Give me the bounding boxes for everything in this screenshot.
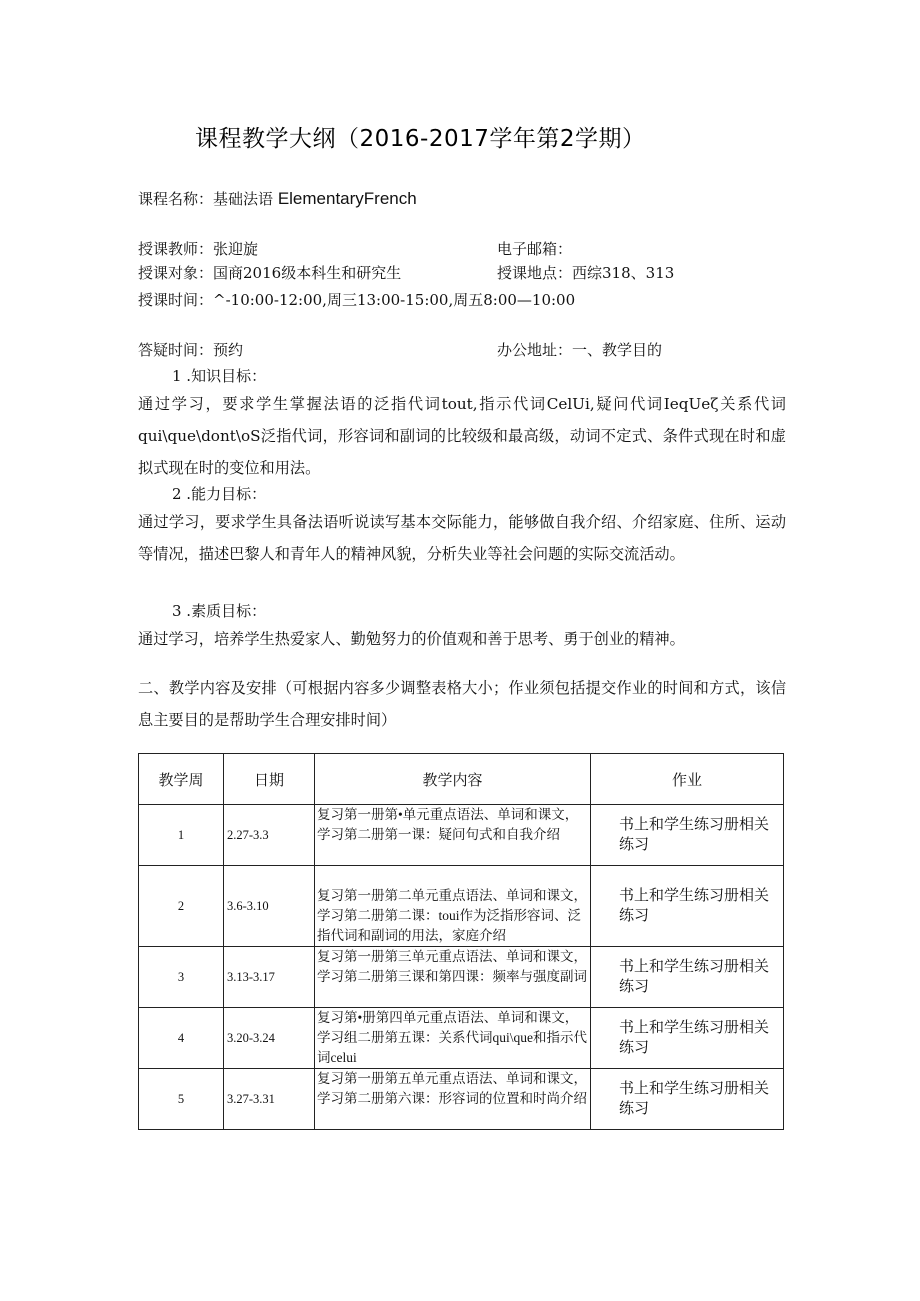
cell-date: 3.27-3.31 (224, 1069, 315, 1130)
cell-content: 复习第•册第四单元重点语法、单词和课文，学习组二册第五课：关系代词qui\que和指示代词celui (315, 1008, 591, 1069)
section2-heading: 二、教学内容及安排（可根据内容多少调整表格大小；作业须包括提交作业的时间和方式，该信息主要目的是帮助学生合理安排时间） (138, 679, 786, 729)
knowledge-heading: 1 .知识目标： (172, 367, 267, 385)
teacher-line (138, 238, 258, 259)
cell-content: 复习第一册第五单元重点语法、单词和课文，学习第二册第六课：形容词的位置和时尚介绍 (315, 1069, 591, 1130)
cell-week: 3 (139, 947, 224, 1008)
course-name-label: 课程名称： (138, 190, 214, 208)
cell-week: 2 (139, 866, 224, 947)
quality-heading: 3 .素质目标： (172, 602, 267, 620)
cell-homework: 书上和学生练习册相关练习 (591, 1008, 784, 1069)
header-content: 教学内容 (315, 754, 591, 805)
time-label: 授课时间： (138, 291, 214, 309)
quality-text: 通过学习，培养学生热爱家人、勤勉努力的价值观和善于思考、勇于创业的精神。 (138, 630, 685, 648)
cell-content: 复习第一册第二单元重点语法、单词和课文，学习第二册第二课：toui作为泛指形容词、泛指代词和副词的用法，家庭介绍 (315, 866, 591, 947)
cell-content: 复习第一册第•单元重点语法、单词和课文，学习第二册第一课：疑问句式和自我介绍 (315, 805, 591, 866)
cell-content: 复习第一册第三单元重点语法、单词和课文，学习第二册第三课和第四课：频率与强度副词 (315, 947, 591, 1008)
teacher-label: 授课教师： (138, 240, 214, 258)
header-week: 教学周 (139, 754, 224, 805)
teacher-name: 张迎旋 (213, 240, 259, 258)
cell-date: 3.13-3.17 (224, 947, 315, 1008)
location-value: 西综318、313 (572, 264, 675, 282)
cell-homework: 书上和学生练习册相关练习 (591, 1069, 784, 1130)
audience-value: 国商2016级本科生和研究生 (213, 264, 402, 282)
header-date: 日期 (224, 754, 315, 805)
knowledge-text: 通过学习，要求学生掌握法语的泛指代词tout,指示代词CelUi,疑问代词IeqUeζ关系代词qui\que\dont\oS泛指代词，形容词和副词的比较级和最高级，动词不定式、条件式现在时和虚拟式现在时的变位和用法。 (138, 395, 786, 477)
schedule-table (138, 753, 784, 1130)
audience-line (138, 262, 401, 283)
ability-heading: 2 .能力目标： (172, 485, 267, 503)
time-value: ^-10:00-12:00,周三13:00-15:00,周五8:00—10:00 (213, 291, 576, 309)
cell-date: 2.27-3.3 (224, 805, 315, 866)
course-name-line (138, 188, 417, 209)
location-line (497, 262, 674, 283)
cell-date: 3.6-3.10 (224, 866, 315, 947)
office-label: 办公地址： (497, 341, 573, 359)
ability-text: 通过学习，要求学生具备法语听说读写基本交际能力，能够做自我介绍、介绍家庭、住所、运动等情况，描述巴黎人和青年人的精神风貌，分析失业等社会问题的实际交流活动。 (138, 513, 786, 563)
course-name-en: ElementaryFrench (277, 189, 417, 208)
table-row (139, 805, 784, 866)
cell-week: 1 (139, 805, 224, 866)
table-header-row (139, 754, 784, 805)
table-row (139, 866, 784, 947)
email-label: 电子邮箱： (497, 240, 573, 258)
qa-label: 答疑时间： (138, 341, 214, 359)
cell-homework: 书上和学生练习册相关练习 (591, 805, 784, 866)
cell-date: 3.20-3.24 (224, 1008, 315, 1069)
office-value: 一、教学目的 (572, 341, 663, 359)
page-title: 课程教学大纲（2016-2017学年第2学期） (195, 126, 646, 152)
cell-week: 5 (139, 1069, 224, 1130)
qa-value: 预约 (213, 341, 244, 359)
header-homework: 作业 (591, 754, 784, 805)
course-name-cn: 基础法语 (213, 190, 274, 208)
time-line (138, 289, 575, 310)
table-row (139, 947, 784, 1008)
cell-homework: 书上和学生练习册相关练习 (591, 947, 784, 1008)
office-line (497, 339, 662, 360)
cell-homework: 书上和学生练习册相关练习 (591, 866, 784, 947)
table-row (139, 1008, 784, 1069)
qa-line (138, 339, 243, 360)
table-row (139, 1069, 784, 1130)
cell-week: 4 (139, 1008, 224, 1069)
email-line (497, 238, 572, 259)
location-label: 授课地点： (497, 264, 573, 282)
audience-label: 授课对象： (138, 264, 214, 282)
